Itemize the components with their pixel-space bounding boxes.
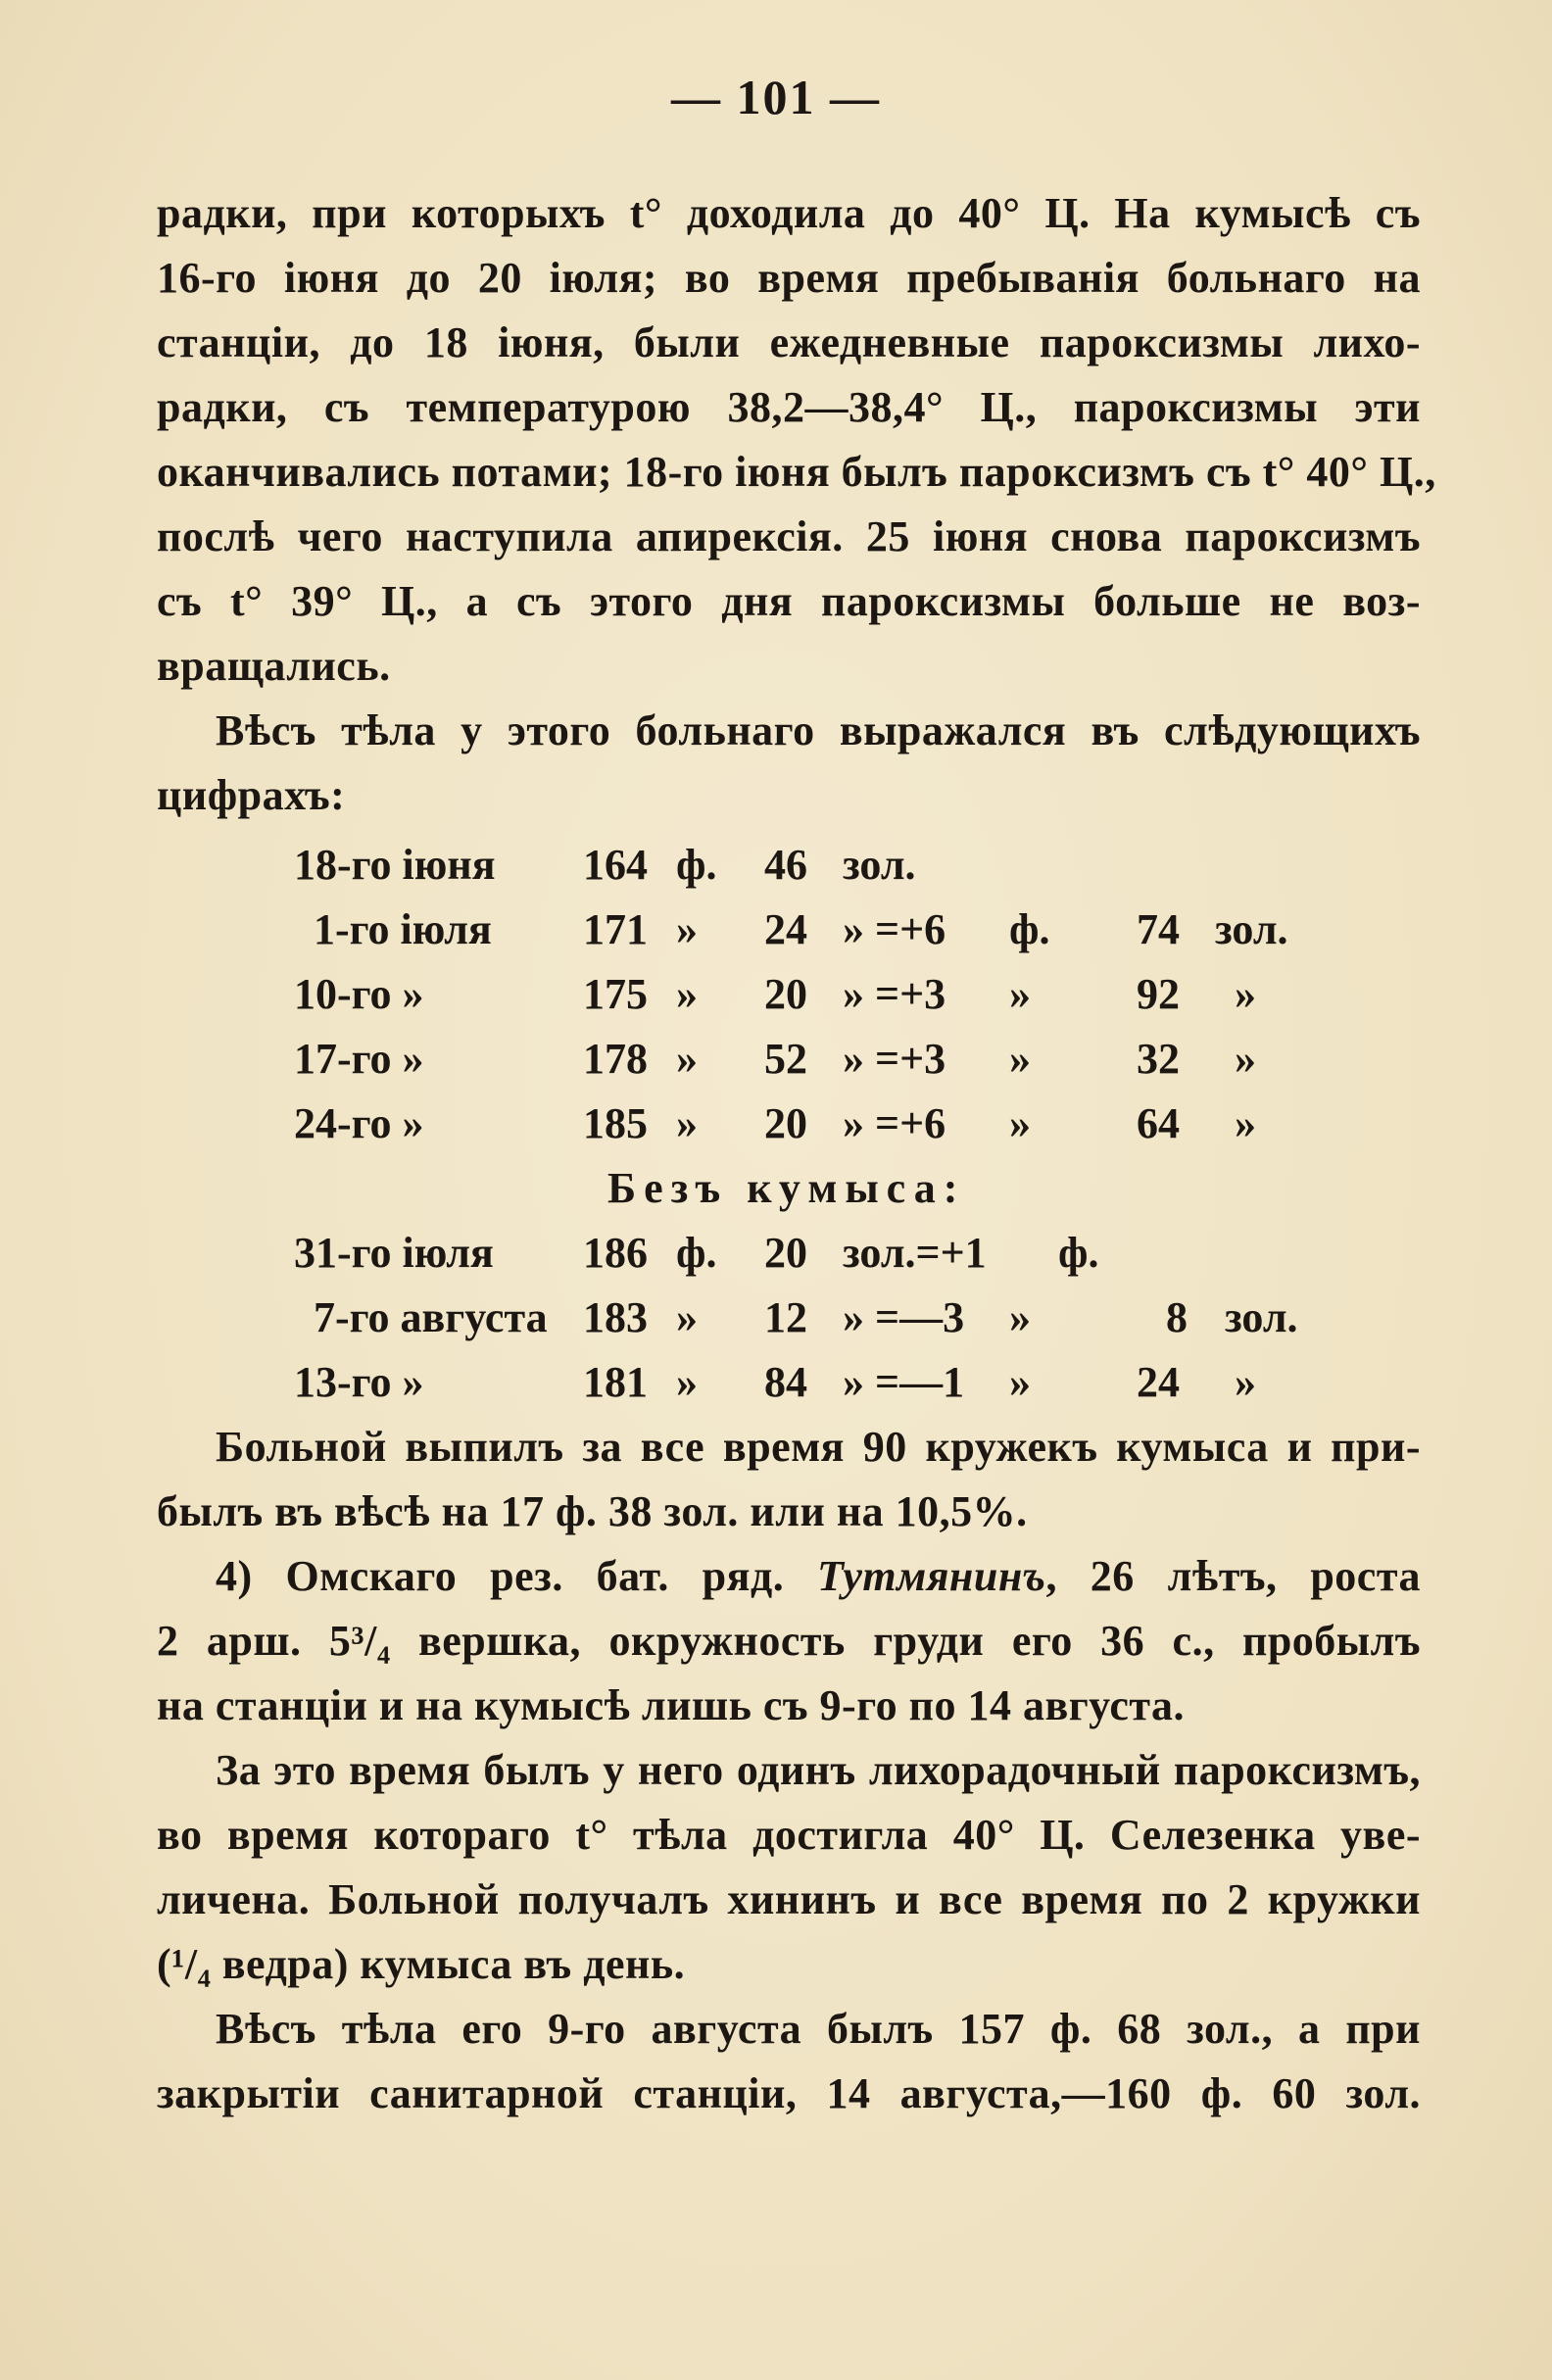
row-zol: 46: [764, 841, 807, 889]
row-diff-unit2: »: [1235, 1358, 1256, 1406]
row-diff-unit: »: [1009, 1099, 1031, 1147]
row-zol: 52: [764, 1035, 807, 1083]
text-line: былъ въ вѣсѣ на 17 ф. 38 зол. или на 10,5%.: [157, 1487, 1028, 1535]
row-diff-unit: ф.: [1009, 905, 1050, 953]
row-diff-value: 32: [1137, 1035, 1180, 1083]
row-unit: ф.: [676, 1229, 717, 1277]
row-diff-value: 74: [1137, 905, 1180, 953]
row-pounds: 175: [583, 970, 648, 1018]
row-diff-value: 92: [1137, 970, 1180, 1018]
text-line: на станціи и на кумысѣ лишь съ 9-го по 14 августа.: [157, 1681, 1186, 1729]
row-pounds: 186: [583, 1229, 648, 1277]
text-line: Вѣсъ тѣла его 9-го августа былъ 157 ф. 68 зол., а при: [216, 2005, 1421, 2053]
row-pounds: 164: [583, 841, 648, 889]
row-diff-unit2: зол.: [1225, 1293, 1298, 1341]
row-pounds: 171: [583, 905, 648, 953]
text-line: 2 арш. 5³/₄ вершка, окружность груди его 36 с., пробылъ: [157, 1617, 1421, 1665]
row-date: 18-го іюня: [294, 841, 496, 889]
text-line: во время котораго t° тѣла достигла 40° Ц. Селезенка уве-: [157, 1811, 1421, 1859]
text-line: За это время былъ у него одинъ лихорадочный пароксизмъ,: [216, 1746, 1421, 1794]
row-diff: » =—1: [843, 1358, 965, 1406]
row-date: 17-го »: [294, 1035, 424, 1083]
row-date: 7-го августа: [314, 1293, 548, 1341]
row-zol: 12: [764, 1293, 807, 1341]
row-diff-unit2: зол.: [1215, 905, 1288, 953]
row-diff-unit2: »: [1235, 970, 1256, 1018]
row-unit: »: [676, 1035, 698, 1083]
case-details: , 26 лѣтъ, роста: [1045, 1552, 1421, 1600]
row-diff-unit: »: [1009, 1035, 1031, 1083]
text-line: оканчивались потами; 18-го іюня былъ пароксизмъ съ t° 40° Ц.,: [157, 448, 1436, 496]
row-date: 24-го »: [294, 1099, 424, 1147]
row-zol: 20: [764, 1099, 807, 1147]
row-unit: »: [676, 1099, 698, 1147]
row-diff: » =+3: [843, 1035, 946, 1083]
row-diff-value: 24: [1137, 1358, 1180, 1406]
text-line: личена. Больной получалъ хининъ и все время по 2 кружки: [157, 1875, 1421, 1923]
text-line: съ t° 39° Ц., а съ этого дня пароксизмы больше не воз-: [157, 577, 1421, 625]
row-diff: » =+6: [843, 905, 946, 953]
row-diff: » =—3: [843, 1293, 965, 1341]
text-line: вращались.: [157, 642, 391, 690]
row-unit: »: [676, 1358, 698, 1406]
row-diff: » =+6: [843, 1099, 946, 1147]
row-diff-unit2: »: [1235, 1035, 1256, 1083]
row-pounds: 181: [583, 1358, 648, 1406]
row-zol: 20: [764, 1229, 807, 1277]
row-date: 1-го іюля: [314, 905, 492, 953]
text-line: радки, при которыхъ t° доходила до 40° Ц. На кумысѣ съ: [157, 189, 1421, 237]
row-zol: 84: [764, 1358, 807, 1406]
text-line: (¹/₄ ведра) кумыса въ день.: [157, 1940, 686, 1988]
row-zol: 20: [764, 970, 807, 1018]
patient-name: Тутмянинъ: [817, 1552, 1046, 1600]
row-pounds: 185: [583, 1099, 648, 1147]
text-line: закрытіи санитарной станціи, 14 августа,—160 ф. 60 зол.: [157, 2069, 1421, 2117]
row-unit: ф.: [676, 841, 717, 889]
row-diff-unit: »: [1009, 970, 1031, 1018]
row-date: 31-го іюля: [294, 1229, 494, 1277]
row-date: 13-го »: [294, 1358, 424, 1406]
case-intro: 4) Омскаго рез. бат. ряд.: [216, 1552, 785, 1600]
section-subheading: Безъ кумыса:: [607, 1164, 966, 1212]
row-unit: »: [676, 970, 698, 1018]
text-line: 16-го іюня до 20 іюля; во время пребыванія больнаго на: [157, 254, 1421, 302]
text-line: послѣ чего наступила апирексія. 25 іюня снова пароксизмъ: [157, 512, 1421, 560]
row-unit: »: [676, 905, 698, 953]
row-unit: »: [676, 1293, 698, 1341]
row-diff-unit: »: [1009, 1358, 1031, 1406]
row-diff-unit: »: [1009, 1293, 1031, 1341]
row-diff-value: 8: [1166, 1293, 1188, 1341]
page-number: — 101 —: [671, 70, 881, 124]
text-line: Вѣсъ тѣла у этого больнаго выражался въ слѣдующихъ: [216, 706, 1421, 754]
row-diff-unit: ф.: [1058, 1229, 1099, 1277]
row-zol: 24: [764, 905, 807, 953]
text-line: цифрахъ:: [157, 771, 346, 819]
text-line: радки, съ температурою 38,2—38,4° Ц., пароксизмы эти: [157, 383, 1421, 431]
text-line: Больной выпилъ за все время 90 кружекъ кумыса и при-: [216, 1423, 1421, 1471]
row-diff: зол.: [843, 841, 916, 889]
row-pounds: 183: [583, 1293, 648, 1341]
row-diff: » =+3: [843, 970, 946, 1018]
row-pounds: 178: [583, 1035, 648, 1083]
row-date: 10-го »: [294, 970, 424, 1018]
row-diff-value: 64: [1137, 1099, 1180, 1147]
row-diff-unit2: »: [1235, 1099, 1256, 1147]
text-line: станціи, до 18 іюня, были ежедневные пароксизмы лихо-: [157, 318, 1421, 366]
case-heading-line: [157, 1544, 1421, 1609]
row-diff: зол.=+1: [843, 1229, 987, 1277]
